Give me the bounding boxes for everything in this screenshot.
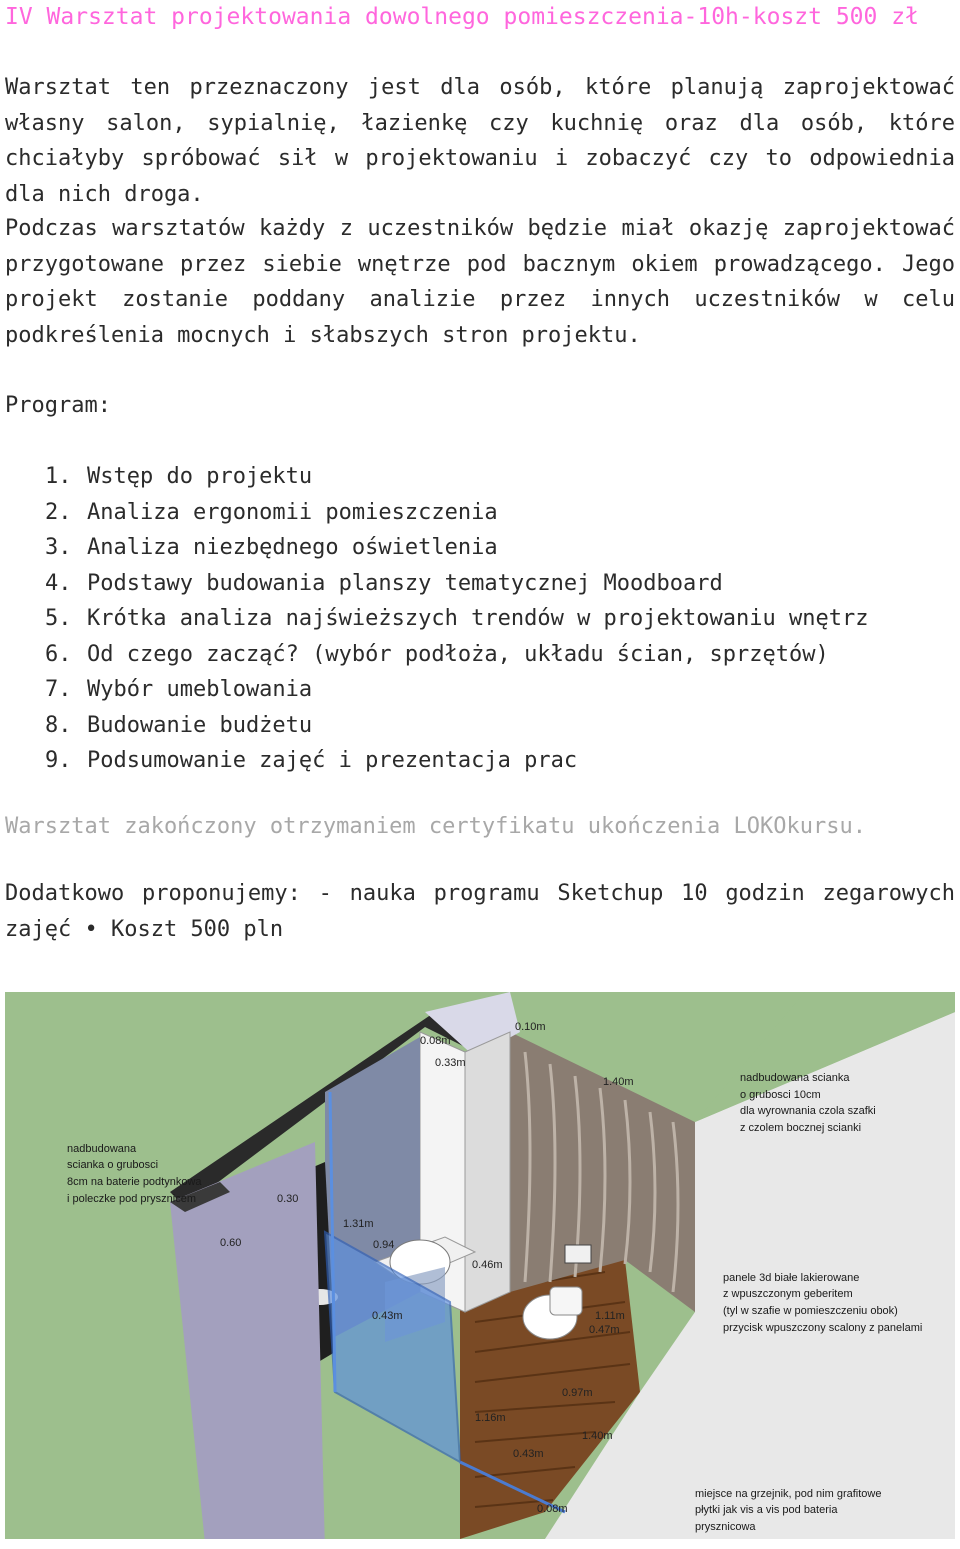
flush-button-icon <box>565 1245 591 1263</box>
list-item: 7. Wybór umeblowania <box>45 677 313 702</box>
bathroom-drawing <box>5 992 955 1539</box>
note-bottom-right: prysznicowa <box>695 1521 756 1533</box>
dimension-label: 0.60 <box>220 1237 242 1249</box>
intro-paragraph: Warsztat ten przeznaczony jest dla osób, które planują zaprojektować własny salon, sypialnię, łazienkę czy kuchnię oraz dla osób, które chciałyby spróbować sił w projektowaniu i zobaczyć czy to odpowiednia dla nich droga. <box>5 75 955 207</box>
dimension-label: 1.40m <box>582 1430 613 1442</box>
list-item: 4. Podstawy budowania planszy tematycznej Moodboard <box>45 570 723 596</box>
program-label: Program: <box>5 393 111 418</box>
dimension-label: 1.31m <box>343 1218 374 1230</box>
program-list <box>45 459 868 779</box>
list-item: 3. Analiza niezbędnego oświetlenia <box>45 535 498 560</box>
note-mid-right: (tyl w szafie w pomieszczeniu obok) <box>723 1305 898 1317</box>
note-mid-right: z wpuszczonym geberitem <box>723 1288 853 1300</box>
dimension-label: 0.46m <box>472 1259 503 1271</box>
note-left: nadbudowana <box>67 1143 137 1155</box>
note-left: i poleczke pod prysznicem <box>67 1193 197 1205</box>
certificate-note: Warsztat zakończony otrzymaniem certyfikatu ukończenia LOKOkursu. <box>5 814 866 839</box>
note-left: scianka o grubosci <box>67 1159 159 1171</box>
dimension-label: 0.43m <box>513 1448 544 1460</box>
dimension-label: 0.08m <box>537 1503 568 1515</box>
dimension-label: 0.43m <box>372 1310 403 1322</box>
dimension-label: 1.40m <box>603 1076 634 1088</box>
note-top-right: z czolem bocznej scianki <box>740 1122 862 1134</box>
list-item: 2. Analiza ergonomii pomieszczenia <box>45 499 498 525</box>
list-item: 9. Podsumowanie zajęć i prezentacja prac <box>45 748 578 773</box>
note-mid-right: przycisk wpuszczony scalony z panelami <box>723 1322 923 1334</box>
note-bottom-right: miejsce na grzejnik, pod nim grafitowe <box>695 1488 882 1500</box>
note-top-right: nadbudowana scianka <box>740 1072 850 1084</box>
workshop-paragraph: Podczas warsztatów każdy z uczestników będzie miał okazję zaprojektować przygotowane przez siebie wnętrze pod bacznym okiem prowadzącego. Jego projekt zostanie poddany analizie przez innych uczestników w celu podkreślenia mocnych i słabszych stron projektu. <box>5 216 955 348</box>
note-mid-right: panele 3d białe lakierowane <box>723 1272 860 1284</box>
list-item: 1. Wstęp do projektu <box>45 464 313 489</box>
list-item: 6. Od czego zacząć? (wybór podłoża, układu ścian, sprzętów) <box>45 641 829 667</box>
dimension-label: 0.47m <box>589 1324 620 1336</box>
dimension-label: 0.10m <box>515 1021 546 1033</box>
list-item: 8. Budowanie budżetu <box>45 712 313 738</box>
list-item: 5. Krótka analiza najświeższych trendów w projektowaniu wnętrz <box>45 606 869 631</box>
note-bottom-right: płytki jak vis a vis pod bateria <box>695 1504 838 1516</box>
note-top-right: dla wyrownania czola szafki <box>740 1105 876 1117</box>
dimension-label: 0.97m <box>562 1387 593 1399</box>
bathroom-3d-illustration <box>5 992 955 1539</box>
dimension-label: 0.94 <box>373 1239 395 1251</box>
dimension-label: 0.30 <box>277 1193 299 1205</box>
note-top-right: o grubosci 10cm <box>740 1089 821 1101</box>
note-left: 8cm na baterie podtynkowa <box>67 1176 202 1188</box>
page-title: IV Warsztat projektowania dowolnego pomieszczenia-10h-koszt 500 zł <box>5 4 919 30</box>
extra-offer: Dodatkowo proponujemy: - nauka programu Sketchup 10 godzin zegarowych zajęć • Koszt 500 pln <box>5 881 955 942</box>
dimension-label: 1.11m <box>595 1310 625 1322</box>
dimension-label: 0.08m <box>420 1035 451 1047</box>
dimension-label: 0.33m <box>435 1057 466 1069</box>
dimension-label: 1.16m <box>475 1412 506 1424</box>
